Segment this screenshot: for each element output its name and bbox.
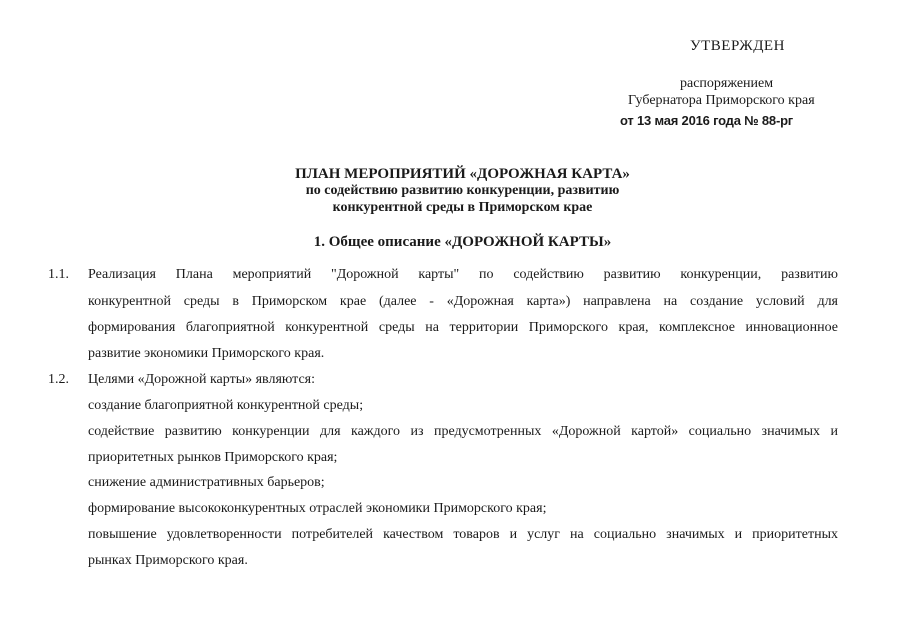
paragraph-number: 1.1. bbox=[48, 267, 69, 282]
paragraph-intro: Целями «Дорожной карты» являются: bbox=[88, 372, 316, 387]
goal-item-continuation: приоритетных рынков Приморского края; bbox=[88, 450, 338, 465]
approval-authority: Губернатора Приморского края bbox=[628, 93, 815, 108]
goal-item: создание благоприятной конкурентной среды; bbox=[88, 398, 364, 413]
paragraph-line: Реализация Плана мероприятий "Дорожной карты" по содействию развитию конкуренции, развитию bbox=[88, 267, 838, 282]
section-heading: 1. Общее описание «ДОРОЖНОЙ КАРТЫ» bbox=[313, 234, 612, 250]
paragraph-line: конкурентной среды в Приморском крае (далее - «Дорожная карта») направлена на создание условий для bbox=[88, 294, 838, 309]
paragraph-line: формирования благоприятной конкурентной среды на территории Приморского края, комплексное инновационное bbox=[88, 320, 838, 335]
paragraph-line: развитие экономики Приморского края. bbox=[88, 346, 325, 361]
approval-order-label: распоряжением bbox=[680, 76, 774, 91]
goal-item-continuation: рынках Приморского края. bbox=[88, 553, 248, 568]
goal-item: снижение административных барьеров; bbox=[88, 475, 325, 490]
plan-subtitle-line-1: по содействию развитию конкуренции, развитию bbox=[305, 183, 620, 198]
approval-title: УТВЕРЖДЕН bbox=[690, 38, 785, 54]
approval-date-number: от 13 мая 2016 года № 88-рг bbox=[620, 113, 794, 128]
goal-item: содействие развитию конкуренции для каждого из предусмотренных «Дорожной картой» социально значимых и bbox=[88, 424, 838, 439]
plan-title: ПЛАН МЕРОПРИЯТИЙ «ДОРОЖНАЯ КАРТА» bbox=[295, 166, 630, 182]
goal-item: повышение удовлетворенности потребителей качеством товаров и услуг на социально значимых и приоритетных bbox=[88, 527, 838, 542]
goal-item: формирование высококонкурентных отраслей экономики Приморского края; bbox=[88, 501, 547, 516]
plan-subtitle-line-2: конкурентной среды в Приморском крае bbox=[332, 200, 593, 215]
paragraph-number: 1.2. bbox=[48, 372, 69, 387]
